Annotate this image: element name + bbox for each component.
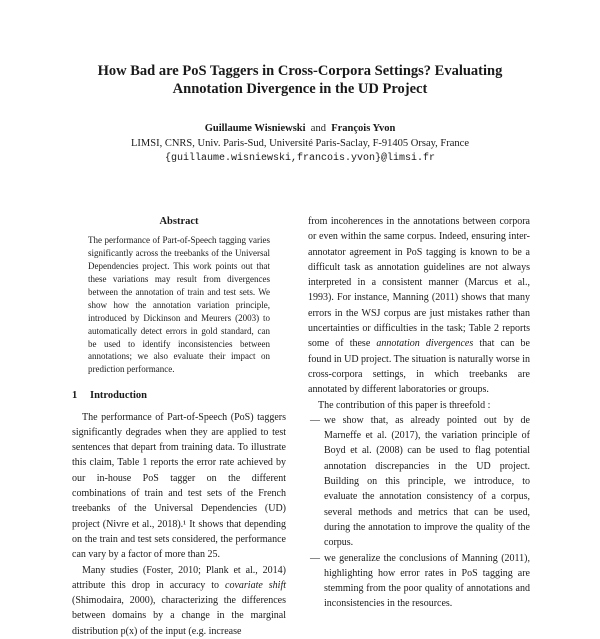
- author-2: François Yvon: [331, 123, 396, 134]
- contribution-item-2: [308, 551, 530, 612]
- title-line-1: How Bad are PoS Taggers in Cross-Corpora Settings? Evaluating: [97, 63, 503, 79]
- right-p1-term: annotation divergences: [376, 338, 474, 350]
- intro-p2-start: Many studies (Foster, 2010; Plank et al., 2014) attribute this drop in accuracy to: [72, 564, 286, 591]
- abstract-heading: Abstract: [159, 216, 199, 227]
- intro-p2-end: (Shimodaira, 2000), characterizing the differences between domains by a change in the marginal distribution p(x) of the input (e.g. increase: [72, 595, 286, 637]
- abstract-text: The performance of Part-of-Speech tagging varies significantly across the treebanks of the Universal Dependencies project. This work points out that these variations may result from divergences between the annotation of train and test sets. We show how the annotation variation principle, introduced by Dickinson and Meurers (2003) to automatically detect errors in gold standard, can be used to identify inconsistencies between annotations; we also evaluate their impact on prediction performance.: [88, 235, 270, 375]
- paper-title: [0, 62, 600, 98]
- affiliation: LIMSI, CNRS, Univ. Paris-Sud, Université Paris-Saclay, F-91405 Orsay, France: [130, 138, 469, 149]
- author-conjunction: and: [310, 123, 326, 134]
- intro-paragraph-2: [72, 563, 286, 639]
- section-title: Introduction: [90, 390, 147, 402]
- right-paragraph-2: The contribution of this paper is threefold :: [318, 399, 491, 411]
- right-p1-start: from incoherences in the annotations between corpora or even within the same corpus. Indeed, ensuring inter-annotator agreement in PoS tagging is known to be a difficult task as annotation guidelines are not always interpreted in a consistent manner (Marcus et al., 1993). For instance, Manning (2011) shows that many errors in the WSJ corpus are just mistakes rather than uncertainties or difficulties in the task; Table 2 reports some of these: [308, 216, 530, 350]
- author-names: [0, 121, 600, 136]
- right-paragraph-1: [308, 214, 530, 398]
- author-1: Guillaume Wisniewski: [204, 123, 306, 134]
- bullet-dash: —: [310, 414, 320, 426]
- intro-p2-term: covariate shift: [225, 579, 286, 591]
- title-line-2: Annotation Divergence in the UD Project: [172, 81, 428, 97]
- author-block: [0, 121, 600, 166]
- contribution-text-1: we show that, as already pointed out by de Marneffe et al. (2017), the variation principle of Boyd et al. (2008) can be used to flag potential annotation discrepancies in the UD project. Building on this principle, we introduce, to evaluate the annotation consistency of a corpus, several methods and metrics that can be used, during the annotation to improve the quality of the corpus.: [324, 414, 530, 549]
- contribution-item-1: [308, 413, 530, 551]
- section-number: 1: [72, 390, 78, 402]
- right-p1-end: that can be found in UD project. The situation is naturally worse in cross-corpora settings, in which treebanks are annotated by different laboratories or groups.: [308, 338, 530, 396]
- section-heading: [72, 388, 286, 403]
- email: {guillaume.wisniewski,francois.yvon}@limsi.fr: [164, 153, 436, 164]
- contribution-text-2: we generalize the conclusions of Manning (2011), highlighting how error rates in PoS tagging are stemming from the poor quality of annotations and inconsistencies in the resources.: [324, 552, 530, 610]
- right-column: [308, 214, 530, 612]
- left-column: [72, 214, 286, 639]
- bullet-dash: —: [310, 552, 320, 564]
- intro-paragraph-1: The performance of Part-of-Speech (PoS) taggers significantly degrades when they are applied to test sentences that depart from training data. To illustrate this claim, Table 1 reports the error rate achieved by our in-house PoS tagger on the different combinations of train and test sets of the French treebanks of the Universal Dependencies (UD) project (Nivre et al., 2018).¹ It shows that depending on the train and test sets considered, the performance can vary by a factor of more than 25.: [72, 411, 286, 561]
